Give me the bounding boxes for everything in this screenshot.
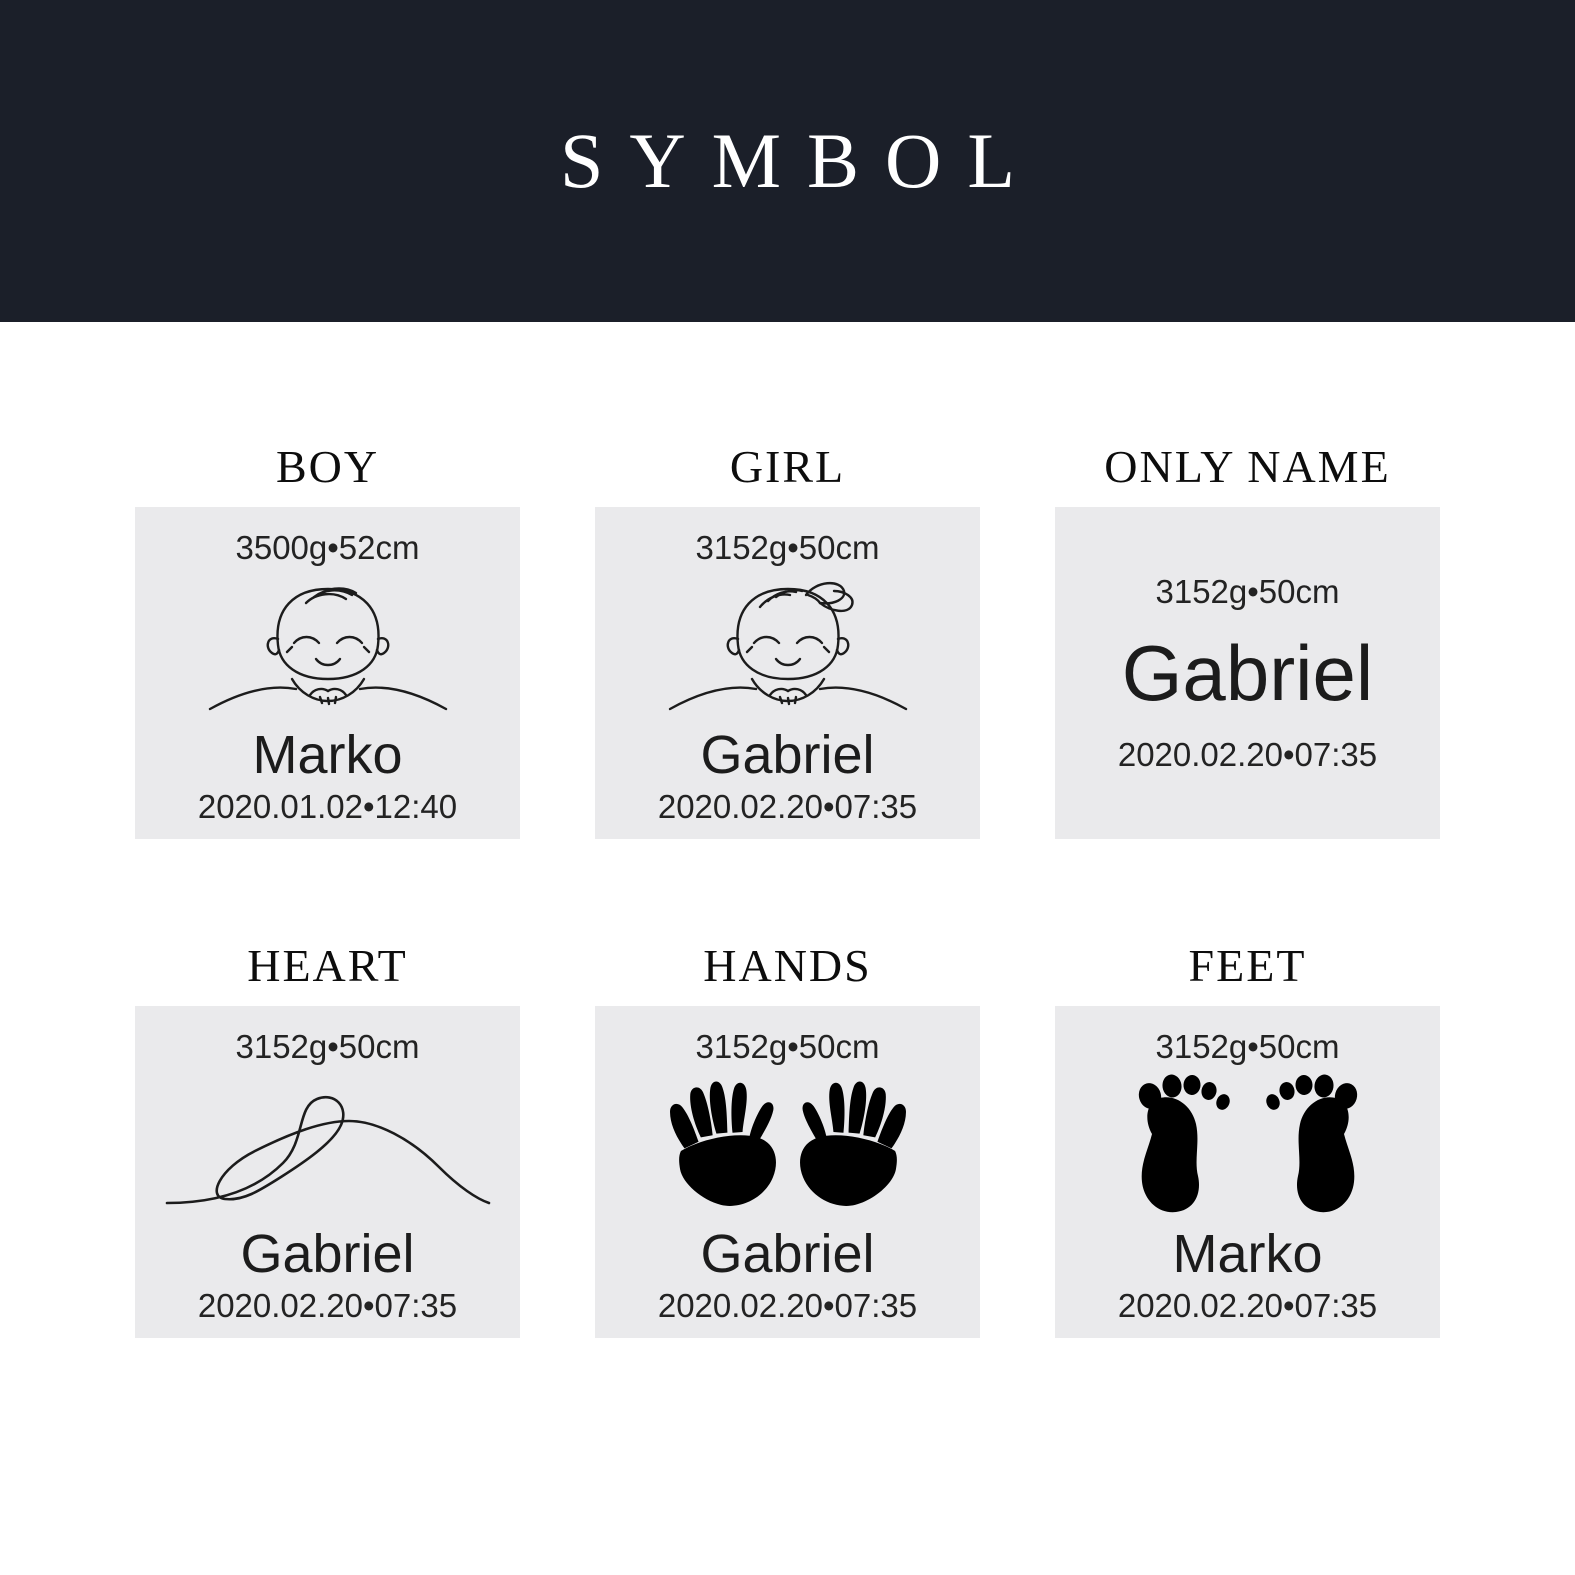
symbol-option-feet[interactable] (1055, 939, 1440, 1338)
symbol-label-boy: BOY (275, 441, 380, 492)
baby-footprints-icon (1055, 1063, 1440, 1231)
symbol-option-only-name[interactable] (1055, 440, 1440, 839)
symbol-option-hands[interactable] (595, 939, 980, 1338)
page-title: SYMBOL (559, 117, 1042, 204)
card-date: 2020.02.20•07:35 (657, 1287, 918, 1324)
page-header (0, 0, 1575, 322)
symbol-label-hands: HANDS (703, 940, 872, 991)
card-stats: 3500g•52cm (235, 529, 420, 566)
sleeping-baby-girl-icon (595, 564, 980, 732)
sleeping-baby-boy-icon (135, 564, 520, 732)
card-date: 2020.02.20•07:35 (1117, 1287, 1378, 1324)
symbol-label-heart: HEART (247, 940, 408, 991)
preview-card-only-name[interactable] (1055, 507, 1440, 839)
card-date: 2020.02.20•07:35 (1117, 736, 1378, 773)
card-name: Marko (1172, 1224, 1323, 1284)
card-name: Marko (252, 725, 403, 785)
card-stats: 3152g•50cm (235, 1028, 420, 1065)
symbol-grid (0, 322, 1575, 1338)
card-stats: 3152g•50cm (1155, 573, 1340, 610)
preview-card-girl[interactable] (595, 507, 980, 839)
card-name: Gabriel (1121, 629, 1374, 717)
card-date: 2020.02.20•07:35 (197, 1287, 458, 1324)
symbol-option-heart[interactable] (135, 939, 520, 1338)
preview-card-feet[interactable] (1055, 1006, 1440, 1338)
symbol-label-feet: FEET (1188, 940, 1307, 991)
card-stats: 3152g•50cm (695, 529, 880, 566)
baby-handprints-icon (595, 1063, 980, 1231)
card-date: 2020.01.02•12:40 (197, 788, 458, 825)
card-stats: 3152g•50cm (1155, 1028, 1340, 1065)
heart-line-icon (135, 1063, 520, 1231)
preview-card-heart[interactable] (135, 1006, 520, 1338)
card-name: Gabriel (700, 725, 875, 785)
symbol-row-top (135, 440, 1440, 839)
preview-card-hands[interactable] (595, 1006, 980, 1338)
card-name: Gabriel (700, 1224, 875, 1284)
symbol-label-only-name: ONLY NAME (1104, 441, 1391, 492)
symbol-label-girl: GIRL (729, 441, 846, 492)
symbol-row-bottom (135, 939, 1440, 1338)
symbol-option-girl[interactable] (595, 440, 980, 839)
preview-card-boy[interactable] (135, 507, 520, 839)
card-name: Gabriel (240, 1224, 415, 1284)
symbol-option-boy[interactable] (135, 440, 520, 839)
card-stats: 3152g•50cm (695, 1028, 880, 1065)
card-date: 2020.02.20•07:35 (657, 788, 918, 825)
